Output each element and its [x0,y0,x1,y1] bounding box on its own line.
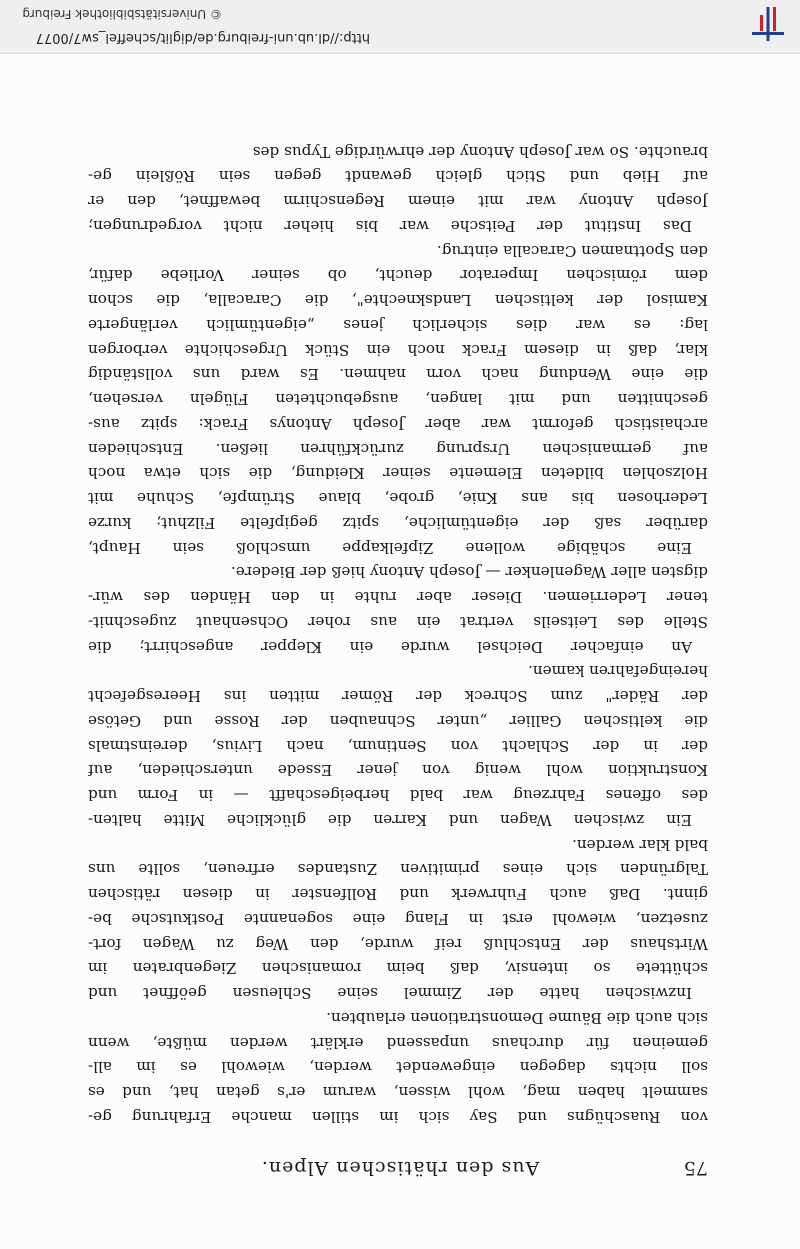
text-line: zusetzen, wiewohl erst in Flang eine sogenannte Postkutsche be- [88,910,708,928]
text-line: Das Institut der Peitsche war bis hieher nicht vorgedrungen; [88,217,692,235]
text-line: der in der Schlacht von Sentinum, nach Livius, dereinstmals [88,736,708,755]
running-head [80,1149,720,1179]
text-line: des offenes Fahrzeug war bald herbeigeschafft — in Form und [88,786,708,805]
footer-bar [0,0,800,54]
text-line: Inzwischen hatte der Zimmel seine Schleusen geöffnet und [88,984,692,1003]
text-line: von Ruaschügns und Say sich im stillen manche Erfahrung ge- [88,1108,708,1126]
text-line: geschnitten und mit langen, ausgebuchteten Flügeln versehen, [88,390,708,409]
text-line: Talgründen sich eines primitiven Zustandes erfreuen, sollte uns [88,860,708,879]
text-line: darüber saß der eigentümliche, spitz gegipfelte Filzhut; kurze [88,514,708,532]
text-line: archaistisch geformt war aber Joseph Antonys Frack: spitz aus- [88,415,708,433]
text-line: ginnt. Daß auch Fuhrwerk und Rollfenster in diesen rätischen [88,885,708,904]
text-line: An einfacher Deichsel wurde ein Klepper angeschirrt; die [88,637,692,656]
text-line: brauchte. So war Joseph Antony der ehrwürdige Typus des [252,142,708,161]
text-line: auf germanischen Ursprung zurückführen ließen. Entschieden [88,439,708,458]
text-line: bald klar werden. [572,835,708,854]
body-text [88,139,708,1129]
text-line: Lederhosen bis ans Knie, grobe, blaue Strümpfe, Schuhe mit [88,489,708,508]
text-line: die eine Wendung nach vorn nahmen. Es ward uns vollständig [88,365,708,384]
text-line: Kamisol der keltischen Landsknechte", die Caracalla, die schon [88,291,708,310]
text-line: digsten aller Wagenlenker — Joseph Antony hieß der Biedere. [230,563,708,582]
ub-freiburg-logo-icon[interactable] [748,5,788,45]
text-line: Joseph Antony war mit einem Regenschirm bewaffnet, den er [88,192,708,211]
source-url-link[interactable]: http://dl.ub.uni-freiburg.de/diglit/scheffel_sw7/0077 [35,30,370,45]
text-line: auf Hieb und Stich gleich gewandt gegen sein Rößlein ge- [88,167,708,186]
text-line: dem römischen Imperator deucht, ob seiner Vorliebe dafür, [88,266,708,285]
text-line: tener Lederriemen. Dieser aber ruhte in den Händen des wür- [88,588,708,607]
text-line: klar, daß in diesem Frack noch ein Stück Urgeschichte verborgen [88,340,708,359]
text-line: hereingefahren kamen. [528,662,708,681]
scanned-page [0,54,800,1249]
copyright-notice: © Universitätsbibliothek Freiburg [22,7,222,21]
text-line: der Räder" zum Schreck der Römer mitten ins Heeresgefecht [88,687,708,706]
text-line: Stelle des Leitseils vertrat ein aus roher Ochsenhaut zugeschnit- [88,613,708,631]
text-line: Wirtshaus der Entschluß reif wurde, den Weg zu Wagen fort- [88,934,708,953]
text-line: gemeinen für durchaus unpassend erklärt werden müßte, wenn [88,1033,708,1052]
text-line: die keltischen Gallier „unter Schnauben der Rosse und Getöse [88,712,708,730]
text-line: soll nichts dagegen eingewendet werden, wiewohl es im all- [88,1058,708,1077]
text-line: sammelt haben mag, wohl wissen, warum er's getan hat, und es [88,1083,708,1102]
text-line: Eine schäbige wollene Zipfelkappe umschloß sein Haupt, [88,538,692,557]
text-line: schüttete so intensiv, daß beim romanischen Ziegenbraten im [88,959,708,978]
running-title: Aus den rhätischen Alpen. [260,1157,540,1179]
text-line: lag: es war dies sicherlich jenes „eigentümlich verlängerte [88,316,708,334]
text-line: den Spottnamen Caracalla eintrug. [436,241,708,260]
text-line: sich auch die Bäume Demonstrationen erlaubten. [326,1009,708,1027]
page-number: 75 [683,1157,708,1179]
text-line: Ein zwischen Wagen und Karren die glückliche Mitte halten- [88,811,692,829]
text-line: Konstruktion wohl wenig von jener Essede unterschieden, auf [88,761,708,780]
text-line: Holzsohlen bildeten Elemente seiner Kleidung, die sich etwa noch [88,464,708,483]
